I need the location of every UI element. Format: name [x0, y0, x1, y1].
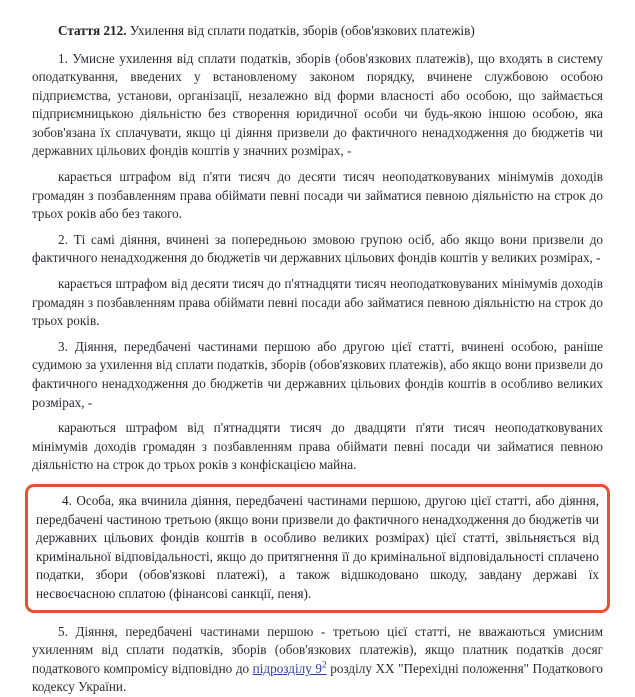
paragraph-part-5-tail: розділу XX "Перехідні положення" Податкового кодексу України.	[32, 660, 604, 695]
article-title-text: Ухилення від сплати податків, зборів (обов'язкових платежів)	[126, 23, 475, 38]
pidrozdil-link[interactable]	[253, 661, 327, 676]
paragraph-part-5-lead: 5. Діяння, передбачені частинами першою - третьою цієї статті, не вважаються умисним ухиленням від сплати податків, зборів (обов'язкових платежів), якщо платник податків досяг податкового компромісу відповідно до	[32, 623, 603, 676]
paragraph-part-5	[32, 613, 603, 697]
paragraph-part-2-sanction: карається штрафом від десяти тисяч до п'ятнадцяти тисяч неоподатковуваних мінімумів доходів громадян з позбавленням права обіймати певні посади або займатися певною діяльністю на строк до трьох років.	[32, 276, 603, 329]
paragraph-part-1-sanction: карається штрафом від п'яти тисяч до десяти тисяч неоподатковуваних мінімумів доходів громадян з позбавленням права обіймати певні посади чи займатися певною діяльністю на строк до трьох років або без такого.	[32, 169, 603, 222]
paragraph-part-2-body: 2. Ті самі діяння, вчинені за попередньою змовою групою осіб, або якщо вони призвели до фактичного ненадходження до бюджетів чи державних цільових фондів коштів у великих розмірах, -	[32, 231, 603, 266]
pidrozdil-link-label: підрозділу 9	[252, 660, 322, 676]
paragraph-part-3-sanction: караються штрафом від п'ятнадцяти тисяч до двадцяти п'яти тисяч неоподатковуваних мінімумів доходів громадян з позбавленням права обіймати певні посади чи займатися певною діяльністю на строк до трьох років з конфіскацією майна.	[32, 420, 603, 473]
article-number: Стаття 212.	[58, 23, 127, 38]
paragraph-part-4: 4. Особа, яка вчинила діяння, передбачені частинами першою, другою цієї статті, або діяння, передбачені частиною третьою (якщо вони призвели до фактичного ненадходження до бюджетів чи державних цільових фондів коштів в особливо великих розмірах) цієї статті, звільняється від кримінальної відповідальності, якщо до притягнення її до кримінальної відповідальності сплачено податки, збори (обов'язкові платежі), а також відшкодовано шкоду, завдану державі їх несвоєчасною сплатою (фінансові санкції, пеня).	[36, 492, 599, 601]
pidrozdil-link-superscript: 2	[321, 660, 327, 671]
paragraph-part-1-body: 1. Умисне ухилення від сплати податків, зборів (обов'язкових платежів), що входять в систему оподаткування, введених у встановленому законом порядку, вчинене службовою особою підприємства, установи, організації, незалежно від форми власності або особою, що займається підприємницькою діяльністю без створення юридичної особи чи будь-якою іншою особою, яка зобов'язана їх сплачувати, якщо ці діяння призвели до фактичного ненадходження до бюджетів чи державних цільових фондів коштів у значних розмірах, -	[32, 50, 603, 159]
page-title	[32, 16, 603, 43]
paragraph-part-3-body: 3. Діяння, передбачені частинами першою або другою цієї статті, вчинені особою, раніше судимою за ухилення від сплати податків, зборів (обов'язкових платежів), або якщо вони призвели до фактичного ненадходження до бюджетів чи державних цільових фондів коштів в особливо великих розмірах, -	[32, 338, 603, 410]
highlighted-callout-box	[25, 484, 610, 613]
